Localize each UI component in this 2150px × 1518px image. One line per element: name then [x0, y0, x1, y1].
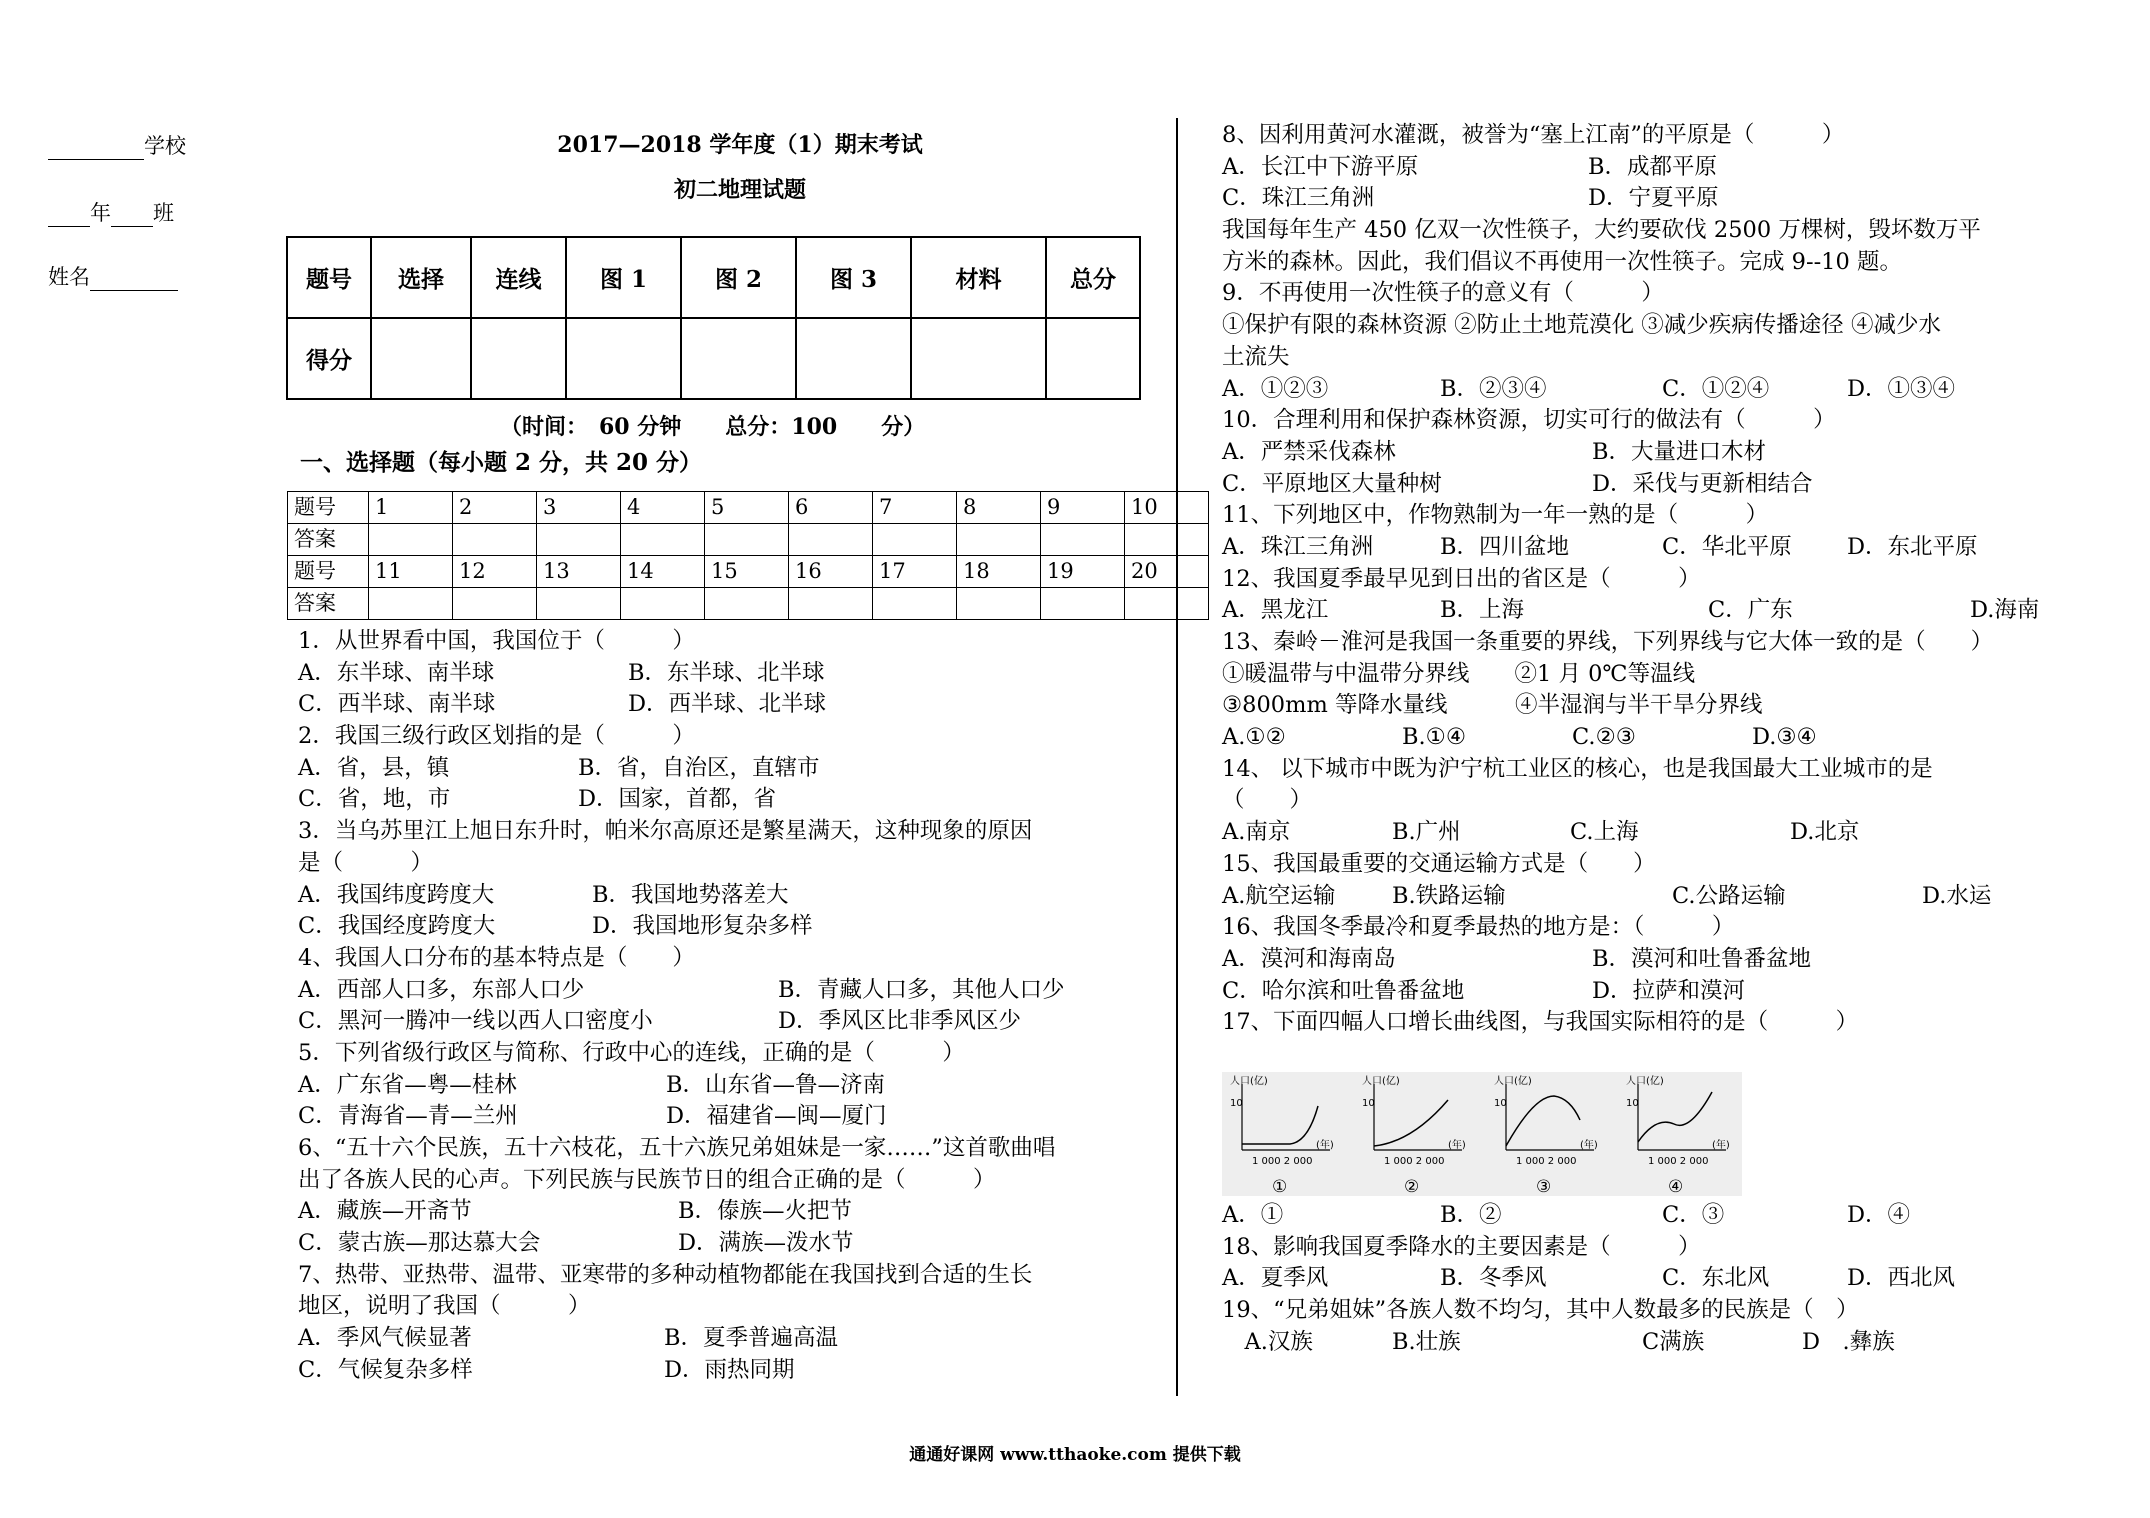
answer-row-label: 题号	[288, 492, 369, 524]
population-graphs	[1222, 1072, 1742, 1196]
score-cell: 题号	[287, 237, 371, 318]
name-blank	[90, 268, 178, 291]
right-question-column-2	[1222, 1200, 2052, 1358]
population-curve	[1506, 1096, 1580, 1146]
question-text: 16、我国冬季最冷和夏季最热的地方是：（ ）	[1222, 914, 1735, 941]
option-text: A.汉族	[1222, 1328, 1313, 1355]
score-input-cell[interactable]	[566, 318, 681, 399]
question-line	[298, 1038, 1148, 1070]
question-line	[298, 848, 1148, 880]
graph-y-tick: 10	[1362, 1098, 1375, 1109]
score-input-cell[interactable]	[911, 318, 1046, 399]
option-text: A．黑龙江	[1222, 597, 1329, 624]
graph-number-label: ②	[1404, 1177, 1420, 1196]
option-text: C.上海	[1570, 819, 1639, 846]
class-label: 班	[153, 201, 174, 225]
question-number: 14	[621, 556, 705, 588]
option-text: D．福建省—闽—厦门	[666, 1103, 887, 1130]
question-number: 16	[789, 556, 873, 588]
question-number: 12	[453, 556, 537, 588]
question-text: 19、“兄弟姐妹”各族人数不均匀，其中人数最多的民族是（ ）	[1222, 1297, 1859, 1324]
graph-number-label: ③	[1536, 1177, 1552, 1196]
question-line	[1222, 1232, 2052, 1264]
option-text: A．严禁采伐森林	[1222, 438, 1396, 465]
answer-row-label: 答案	[288, 524, 369, 556]
option-text: B.①④	[1402, 724, 1467, 751]
option-text: D.北京	[1790, 819, 1860, 846]
question-line	[298, 975, 1148, 1007]
option-text: B．冬季风	[1440, 1265, 1547, 1292]
question-line	[1222, 1327, 2052, 1359]
option-text: C．华北平原	[1662, 533, 1792, 560]
question-line	[1222, 690, 2052, 722]
question-line	[1222, 595, 2052, 627]
score-header-row	[287, 237, 1140, 318]
option-text: B．上海	[1440, 597, 1525, 624]
option-text: C．平原地区大量种树	[1222, 470, 1442, 497]
question-number: 20	[1125, 556, 1209, 588]
question-line	[1222, 247, 2052, 279]
name-label: 姓名	[48, 265, 90, 289]
question-line	[298, 1323, 1148, 1355]
footer-text: 通通好课网 www.tthaoke.com 提供下载	[909, 1445, 1241, 1465]
school-label: 学校	[144, 134, 186, 158]
score-cell: 总分	[1046, 237, 1140, 318]
question-line	[298, 880, 1148, 912]
question-number: 5	[705, 492, 789, 524]
question-number: 1	[369, 492, 453, 524]
option-text: A．省，县，镇	[298, 754, 450, 781]
option-text: C．①②④	[1662, 375, 1770, 402]
score-cell: 图 2	[681, 237, 796, 318]
question-line	[1222, 469, 2052, 501]
option-text: A．珠江三角洲	[1222, 533, 1374, 560]
question-text: 8、因利用黄河水灌溉，被誉为“塞上江南”的平原是（ ）	[1222, 122, 1845, 148]
question-line	[1222, 659, 2052, 691]
option-text: B．成都平原	[1588, 153, 1718, 180]
question-text: 18、影响我国夏季降水的主要因素是（ ）	[1222, 1233, 1701, 1260]
option-text: A.南京	[1222, 819, 1291, 846]
score-cell: 连线	[471, 237, 566, 318]
answer-input-cell[interactable]	[1125, 588, 1209, 620]
graph-x-unit: (年)	[1712, 1140, 1730, 1151]
option-text: C．我国经度跨度大	[298, 913, 496, 940]
answer-blank-row	[288, 524, 1209, 556]
option-text: C．黑河一腾冲一线以西人口密度小	[298, 1008, 653, 1035]
question-text: 土流失	[1222, 343, 1290, 370]
option-text: C.②③	[1572, 724, 1636, 751]
answer-input-cell[interactable]	[957, 524, 1041, 556]
option-text: B．省，自治区，直辖市	[578, 754, 820, 781]
population-graphs-svg	[1222, 1072, 1742, 1196]
answer-input-cell[interactable]	[621, 588, 705, 620]
option-text: C．珠江三角洲	[1222, 185, 1375, 212]
question-line	[298, 1101, 1148, 1133]
question-text: 12、我国夏季最早见到日出的省区是（ ）	[1222, 565, 1701, 592]
question-text: 9．不再使用一次性筷子的意义有（ ）	[1222, 280, 1664, 307]
question-line	[1222, 912, 2052, 944]
answer-input-cell[interactable]	[957, 588, 1041, 620]
question-text: 5．下列省级行政区与简称、行政中心的连线，正确的是（ ）	[298, 1039, 965, 1066]
question-number: 17	[873, 556, 957, 588]
score-cell: 图 3	[796, 237, 911, 318]
population-curve	[1638, 1092, 1712, 1142]
question-line	[1222, 152, 2052, 184]
option-text: D．拉萨和漠河	[1592, 977, 1746, 1004]
question-number: 10	[1125, 492, 1209, 524]
option-text: A.航空运输	[1222, 882, 1336, 909]
answer-blank-row	[288, 588, 1209, 620]
question-line	[298, 816, 1148, 848]
answer-input-cell[interactable]	[705, 588, 789, 620]
right-question-column	[1222, 120, 2052, 1039]
question-line	[298, 1133, 1148, 1165]
option-text: A．藏族—开斋节	[298, 1198, 472, 1225]
question-line	[1222, 374, 2052, 406]
graph-x-unit: (年)	[1448, 1140, 1466, 1151]
question-line	[1222, 817, 2052, 849]
question-line	[298, 689, 1148, 721]
answer-number-row	[288, 556, 1209, 588]
option-text: D.③④	[1752, 724, 1817, 751]
answer-number-row	[288, 492, 1209, 524]
option-text: D .彝族	[1802, 1328, 1895, 1355]
school-field	[48, 130, 186, 160]
answer-input-cell[interactable]	[873, 524, 957, 556]
option-text: D．国家，首都，省	[578, 786, 777, 813]
option-text: B.铁路运输	[1392, 882, 1506, 909]
question-text: 15、我国最重要的交通运输方式是（ ）	[1222, 850, 1656, 877]
option-text: A．我国纬度跨度大	[298, 881, 495, 908]
option-text: D．西北风	[1847, 1265, 1956, 1292]
question-text: 1．从世界看中国，我国位于（ ）	[298, 628, 695, 654]
answer-input-cell[interactable]	[1125, 524, 1209, 556]
score-input-cell[interactable]	[371, 318, 471, 399]
option-text: B.壮族	[1392, 1328, 1461, 1355]
option-text: C．哈尔滨和吐鲁番盆地	[1222, 977, 1465, 1004]
score-input-cell[interactable]	[1046, 318, 1140, 399]
graph-x-ticks: 1 000 2 000	[1648, 1156, 1709, 1167]
graph-y-label: 人口(亿)	[1362, 1076, 1400, 1087]
question-line	[1222, 754, 2052, 786]
question-line	[1222, 310, 2052, 342]
question-number: 15	[705, 556, 789, 588]
option-text: B．青藏人口多，其他人口少	[778, 976, 1065, 1003]
name-field	[48, 261, 178, 291]
graph-y-label: 人口(亿)	[1230, 1076, 1268, 1087]
option-text: C．东北风	[1662, 1265, 1770, 1292]
question-line	[1222, 564, 2052, 596]
question-line	[298, 911, 1148, 943]
question-line	[298, 1006, 1148, 1038]
score-row-label: 得分	[287, 318, 371, 399]
option-text: B．②③④	[1440, 375, 1547, 402]
question-text: 11、下列地区中，作物熟制为一年一熟的是（ ）	[1222, 502, 1769, 529]
question-number: 13	[537, 556, 621, 588]
option-text: A．长江中下游平原	[1222, 153, 1419, 180]
option-text: C．气候复杂多样	[298, 1356, 473, 1383]
question-line	[1222, 1200, 2052, 1232]
option-text: A．东半球、南半球	[298, 659, 495, 686]
graph-x-unit: (年)	[1316, 1140, 1334, 1151]
question-line	[1222, 500, 2052, 532]
question-line	[1222, 437, 2052, 469]
answer-table	[287, 491, 1209, 620]
section-title: 一、选择题（每小题 2 分，共 20 分）	[300, 449, 703, 476]
answer-input-cell[interactable]	[873, 588, 957, 620]
exam-info: （时间： 60 分钟 总分：100 分）	[500, 414, 926, 440]
question-number: 11	[369, 556, 453, 588]
answer-input-cell[interactable]	[369, 524, 453, 556]
option-text: A．夏季风	[1222, 1265, 1329, 1292]
option-text: C．③	[1662, 1202, 1725, 1228]
question-number: 6	[789, 492, 873, 524]
question-line	[1222, 881, 2052, 913]
question-number: 7	[873, 492, 957, 524]
graph-x-ticks: 1 000 2 000	[1516, 1156, 1577, 1167]
option-text: A．广东省—粤—桂林	[298, 1071, 517, 1098]
grade-label: 年	[90, 201, 111, 225]
option-text: D．季风区比非季风区少	[778, 1008, 1022, 1035]
answer-input-cell[interactable]	[789, 588, 873, 620]
question-line	[1222, 849, 2052, 881]
option-text: B．东半球、北半球	[628, 659, 825, 686]
population-curve	[1242, 1106, 1318, 1144]
question-text: 方米的森林。因此，我们倡议不再使用一次性筷子。完成 9--10 题。	[1222, 248, 1902, 275]
graph-y-tick: 10	[1494, 1098, 1507, 1109]
option-text: C满族	[1642, 1328, 1705, 1355]
question-text: 出了各族人民的心声。下列民族与民族节日的组合正确的是（ ）	[298, 1166, 996, 1193]
answer-input-cell[interactable]	[1041, 588, 1125, 620]
graph-number-label: ④	[1668, 1177, 1684, 1196]
answer-input-cell[interactable]	[453, 524, 537, 556]
score-input-cell[interactable]	[681, 318, 796, 399]
option-text: B．大量进口木材	[1592, 438, 1767, 465]
question-text: ①暖温带与中温带分界线 ②1 月 0℃等温线	[1222, 660, 1696, 687]
school-blank	[48, 137, 144, 160]
question-line	[1222, 183, 2052, 215]
question-number: 9	[1041, 492, 1125, 524]
question-number: 8	[957, 492, 1041, 524]
question-line	[1222, 976, 2052, 1008]
option-text: C．广东	[1708, 597, 1793, 624]
question-number: 3	[537, 492, 621, 524]
question-text: 14、 以下城市中既为沪宁杭工业区的核心，也是我国最大工业城市的是	[1222, 755, 1933, 782]
option-text: B．傣族—火把节	[678, 1198, 853, 1225]
question-line	[298, 1165, 1148, 1197]
graph-x-unit: (年)	[1580, 1140, 1598, 1151]
option-text: B．漠河和吐鲁番盆地	[1592, 945, 1812, 972]
question-text: 地区，说明了我国（ ）	[298, 1293, 591, 1320]
option-text: A．①②③	[1222, 375, 1329, 402]
exam-subtitle: 初二地理试题	[673, 177, 806, 203]
class-blank	[111, 204, 153, 227]
score-cell: 图 1	[566, 237, 681, 318]
option-text: D．④	[1847, 1202, 1911, 1228]
question-number: 2	[453, 492, 537, 524]
question-text: 17、下面四幅人口增长曲线图，与我国实际相符的是（ ）	[1222, 1009, 1859, 1036]
question-line	[1222, 278, 2052, 310]
question-line	[298, 1196, 1148, 1228]
score-value-row	[287, 318, 1140, 399]
question-text: 2．我国三级行政区划指的是（ ）	[298, 723, 695, 750]
question-line	[298, 1070, 1148, 1102]
option-text: D．西半球、北半球	[628, 691, 827, 718]
question-line	[298, 721, 1148, 753]
question-text: 7、热带、亚热带、温带、亚寒带的多种动植物都能在我国找到合适的生长	[298, 1261, 1033, 1288]
graph-y-tick: 10	[1230, 1098, 1243, 1109]
population-graph	[1230, 1074, 1334, 1196]
question-line	[1222, 627, 2052, 659]
question-line	[1222, 532, 2052, 564]
question-line	[1222, 1263, 2052, 1295]
question-text: 是（ ）	[298, 849, 434, 876]
population-graph	[1626, 1074, 1730, 1196]
answer-input-cell[interactable]	[537, 524, 621, 556]
question-text: 3．当乌苏里江上旭日东升时，帕米尔高原还是繁星满天，这种现象的原因	[298, 818, 1033, 845]
question-line	[1222, 215, 2052, 247]
option-text: C．西半球、南半球	[298, 691, 496, 718]
question-line	[1222, 1007, 2052, 1039]
option-text: B．夏季普遍高温	[664, 1325, 839, 1352]
option-text: A．西部人口多，东部人口少	[298, 976, 585, 1003]
option-text: C.公路运输	[1672, 882, 1786, 909]
option-text: D．宁夏平原	[1588, 185, 1719, 212]
score-cell: 材料	[911, 237, 1046, 318]
question-text: （ ）	[1222, 787, 1313, 814]
graph-number-label: ①	[1272, 1177, 1288, 1196]
column-divider	[1176, 118, 1178, 1396]
question-number: 19	[1041, 556, 1125, 588]
answer-input-cell[interactable]	[453, 588, 537, 620]
question-text: ③800mm 等降水量线 ④半湿润与半干旱分界线	[1222, 692, 1763, 719]
question-line	[1222, 722, 2052, 754]
graph-y-label: 人口(亿)	[1494, 1076, 1532, 1087]
score-cell: 选择	[371, 237, 471, 318]
question-line	[298, 1260, 1148, 1292]
option-text: D．东北平原	[1847, 533, 1978, 560]
option-text: B．山东省—鲁—济南	[666, 1071, 886, 1098]
question-number: 18	[957, 556, 1041, 588]
question-line	[298, 943, 1148, 975]
option-text: C．青海省—青—兰州	[298, 1103, 518, 1130]
option-text: B.广州	[1392, 819, 1461, 846]
answer-row-label: 答案	[288, 588, 369, 620]
option-text: D．采伐与更新相结合	[1592, 470, 1813, 497]
question-line	[298, 784, 1148, 816]
option-text: D．我国地形复杂多样	[592, 913, 813, 940]
population-graph	[1494, 1074, 1598, 1196]
option-text: B．四川盆地	[1440, 533, 1570, 560]
graph-x-ticks: 1 000 2 000	[1252, 1156, 1313, 1167]
option-text: A．漠河和海南岛	[1222, 945, 1396, 972]
grade-class-field	[48, 197, 174, 227]
score-table	[286, 236, 1141, 400]
question-line	[1222, 342, 2052, 374]
option-text: A．①	[1222, 1202, 1284, 1228]
score-input-cell[interactable]	[471, 318, 566, 399]
exam-title: 2017—2018 学年度（1）期末考试	[557, 132, 923, 158]
option-text: D．①③④	[1847, 375, 1956, 402]
question-line	[1222, 120, 2052, 152]
answer-input-cell[interactable]	[369, 588, 453, 620]
question-text: 13、秦岭－淮河是我国一条重要的界线，下列界线与它大体一致的是（ ）	[1222, 629, 1994, 655]
option-text: A．季风气候显著	[298, 1325, 472, 1352]
option-text: D．满族—泼水节	[678, 1230, 854, 1257]
population-graph	[1362, 1074, 1466, 1196]
question-line	[1222, 785, 2052, 817]
question-line	[1222, 1295, 2052, 1327]
option-text: D．雨热同期	[664, 1356, 795, 1383]
answer-input-cell[interactable]	[1041, 524, 1125, 556]
option-text: C．省，地，市	[298, 786, 451, 813]
question-text: 我国每年生产 450 亿双一次性筷子，大约要砍伐 2500 万棵树，毁坏数万平	[1222, 217, 1981, 244]
question-line	[1222, 405, 2052, 437]
option-text: A.①②	[1222, 724, 1286, 751]
answer-input-cell[interactable]	[621, 524, 705, 556]
question-line	[298, 1291, 1148, 1323]
question-text: 6、“五十六个民族，五十六枝花，五十六族兄弟姐妹是一家……”这首歌曲唱	[298, 1135, 1056, 1161]
graph-x-ticks: 1 000 2 000	[1384, 1156, 1445, 1167]
score-input-cell[interactable]	[796, 318, 911, 399]
graph-y-label: 人口(亿)	[1626, 1076, 1664, 1087]
question-text: 4、我国人口分布的基本特点是（ ）	[298, 944, 695, 971]
option-text: D.水运	[1922, 882, 1992, 909]
answer-input-cell[interactable]	[705, 524, 789, 556]
answer-input-cell[interactable]	[537, 588, 621, 620]
question-number: 4	[621, 492, 705, 524]
question-text: 10．合理利用和保护森林资源，切实可行的做法有（ ）	[1222, 407, 1836, 434]
option-text: B．②	[1440, 1202, 1502, 1228]
question-line	[298, 753, 1148, 785]
option-text: C．蒙古族—那达慕大会	[298, 1230, 541, 1257]
option-text: B．我国地势落差大	[592, 881, 789, 908]
question-line	[298, 658, 1148, 690]
grade-blank	[48, 204, 90, 227]
question-text: ①保护有限的森林资源 ②防止土地荒漠化 ③减少疾病传播途径 ④减少水	[1222, 312, 1941, 339]
question-line	[298, 1355, 1148, 1387]
left-question-column	[298, 626, 1148, 1387]
question-line	[298, 626, 1148, 658]
answer-row-label: 题号	[288, 556, 369, 588]
answer-input-cell[interactable]	[789, 524, 873, 556]
question-line	[1222, 944, 2052, 976]
option-text: D.海南	[1970, 597, 2040, 624]
question-line	[298, 1228, 1148, 1260]
population-curve	[1374, 1100, 1448, 1146]
graph-y-tick: 10	[1626, 1098, 1639, 1109]
